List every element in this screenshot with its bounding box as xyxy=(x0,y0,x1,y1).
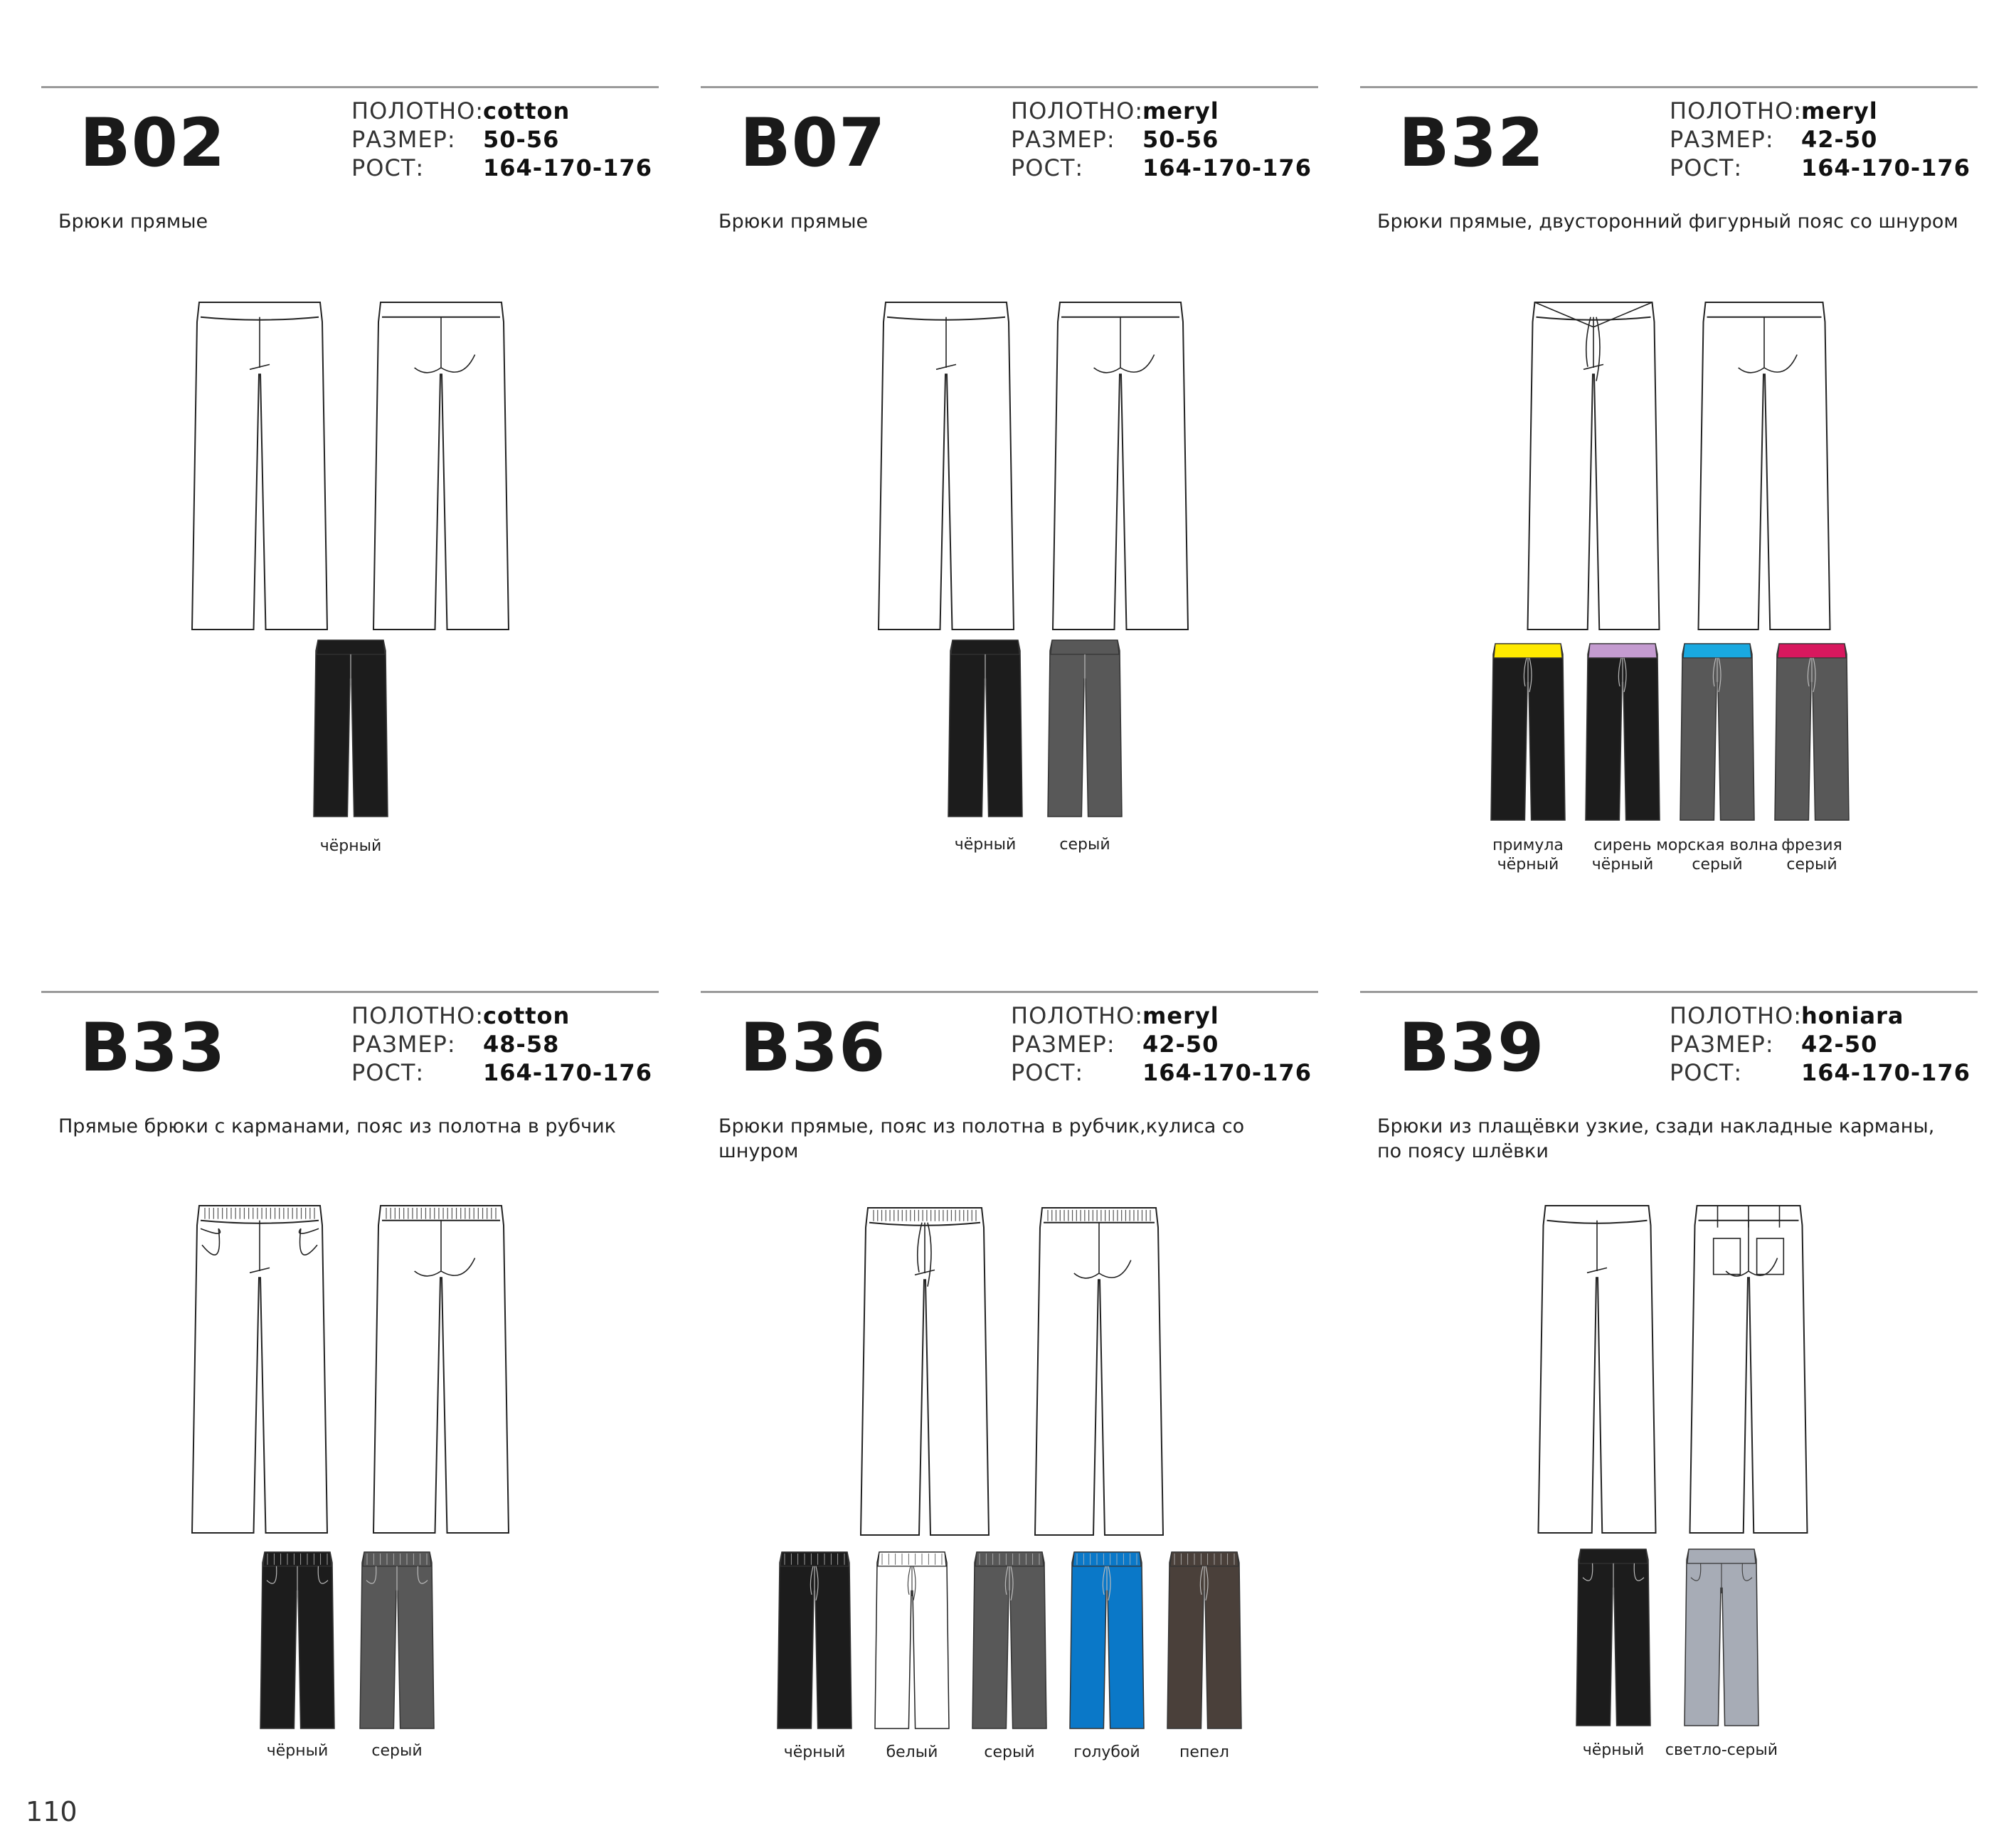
fabric-label: ПОЛОТНО: xyxy=(1011,1002,1144,1029)
size-value: 42-50 xyxy=(1801,1031,1878,1058)
height-label: РОСТ: xyxy=(351,1059,425,1086)
product-code: B39 xyxy=(1399,1009,1545,1087)
front-view-sketch xyxy=(1528,302,1660,630)
swatch-label xyxy=(1021,835,1149,854)
color-swatch xyxy=(314,640,388,817)
height-value: 164-170-176 xyxy=(1801,1059,1970,1086)
size-value: 50-56 xyxy=(483,126,560,153)
swatch-color-name: фрезия xyxy=(1781,837,1842,854)
height-value: 164-170-176 xyxy=(1142,154,1312,181)
back-view-sketch xyxy=(1699,302,1830,630)
fabric-value: honiara xyxy=(1801,1002,1904,1029)
swatch-color-name: светло-серый xyxy=(1665,1741,1778,1759)
swatch-color-name: чёрный xyxy=(266,1742,329,1760)
color-swatch xyxy=(972,1552,1046,1728)
product-description: Брюки прямые xyxy=(718,211,869,233)
color-swatch xyxy=(1680,644,1754,820)
swatch-label xyxy=(333,1741,461,1761)
size-label: РАЗМЕР: xyxy=(1670,1031,1774,1058)
page-number: 110 xyxy=(26,1796,78,1827)
front-view-sketch xyxy=(1539,1206,1656,1533)
back-view-sketch xyxy=(1690,1206,1808,1533)
height-label: РОСТ: xyxy=(1011,1059,1084,1086)
swatch-color-name: серый xyxy=(1059,836,1110,854)
color-swatch xyxy=(778,1552,852,1728)
swatch-color-name-secondary: серый xyxy=(1786,856,1837,873)
color-swatch xyxy=(1491,644,1565,820)
fabric-value: cotton xyxy=(483,1002,571,1029)
swatch-color-name: белый xyxy=(886,1743,938,1761)
swatch-color-name: чёрный xyxy=(954,836,1017,854)
color-swatch xyxy=(1167,1552,1241,1728)
swatch-color-name: чёрный xyxy=(1582,1741,1645,1759)
back-view-sketch xyxy=(1035,1208,1163,1535)
swatch-color-name: серый xyxy=(371,1742,423,1760)
back-view-sketch xyxy=(1053,302,1188,630)
height-label: РОСТ: xyxy=(351,154,425,181)
height-value: 164-170-176 xyxy=(1142,1059,1312,1086)
product-code: B02 xyxy=(80,105,226,182)
size-label: РАЗМЕР: xyxy=(1670,126,1774,153)
product-description: Брюки прямые xyxy=(58,211,208,233)
height-label: РОСТ: xyxy=(1670,1059,1743,1086)
front-view-sketch xyxy=(192,1206,327,1533)
product-code: B07 xyxy=(740,105,886,182)
color-swatch xyxy=(1775,644,1849,820)
color-swatch xyxy=(875,1552,949,1728)
fabric-label: ПОЛОТНО: xyxy=(1670,1002,1803,1029)
size-value: 42-50 xyxy=(1142,1031,1219,1058)
color-swatch xyxy=(948,640,1022,817)
swatch-label xyxy=(1657,1741,1786,1760)
swatch-color-name: чёрный xyxy=(783,1743,846,1761)
color-swatch xyxy=(1048,640,1122,817)
size-label: РАЗМЕР: xyxy=(351,1031,456,1058)
product-code: B32 xyxy=(1399,105,1545,182)
height-label: РОСТ: xyxy=(1670,154,1743,181)
color-swatch xyxy=(1685,1549,1758,1726)
swatch-label xyxy=(1748,836,1876,874)
size-label: РАЗМЕР: xyxy=(1011,126,1115,153)
back-view-sketch xyxy=(373,1206,509,1533)
size-value: 50-56 xyxy=(1142,126,1219,153)
product-code: B36 xyxy=(740,1009,886,1087)
swatch-color-name: голубой xyxy=(1073,1743,1140,1761)
product-description: Прямые брюки с карманами, пояс из полотна в рубчик xyxy=(58,1115,616,1137)
back-view-sketch xyxy=(373,302,509,630)
size-label: РАЗМЕР: xyxy=(1011,1031,1115,1058)
product-code: B33 xyxy=(80,1009,226,1087)
swatch-label xyxy=(287,837,415,856)
fabric-label: ПОЛОТНО: xyxy=(351,1002,484,1029)
height-value: 164-170-176 xyxy=(483,1059,652,1086)
color-swatch xyxy=(260,1552,334,1728)
fabric-value: cotton xyxy=(483,97,571,124)
size-value: 48-58 xyxy=(483,1031,560,1058)
fabric-value: meryl xyxy=(1801,97,1878,124)
size-value: 42-50 xyxy=(1801,126,1878,153)
fabric-label: ПОЛОТНО: xyxy=(1670,97,1803,124)
fabric-value: meryl xyxy=(1142,1002,1219,1029)
height-label: РОСТ: xyxy=(1011,154,1084,181)
color-swatch xyxy=(360,1552,434,1728)
height-value: 164-170-176 xyxy=(1801,154,1970,181)
swatch-color-name: пепел xyxy=(1179,1743,1229,1761)
swatch-color-name-secondary: чёрный xyxy=(1591,856,1654,873)
color-swatch xyxy=(1586,644,1660,820)
product-description: Брюки прямые, двусторонний фигурный пояс со шнуром xyxy=(1377,211,1958,233)
swatch-color-name: сирень xyxy=(1593,837,1652,854)
fabric-label: ПОЛОТНО: xyxy=(351,97,484,124)
swatch-color-name: чёрный xyxy=(319,837,382,855)
color-swatch xyxy=(1070,1552,1144,1728)
swatch-label xyxy=(1140,1743,1268,1762)
swatch-color-name-secondary: чёрный xyxy=(1497,856,1559,873)
size-label: РАЗМЕР: xyxy=(351,126,456,153)
swatch-color-name: морская волна xyxy=(1656,837,1778,854)
front-view-sketch xyxy=(861,1208,989,1535)
product-description: Брюки прямые, пояс из полотна в рубчик,кулиса со шнуром xyxy=(718,1115,1245,1162)
color-swatch xyxy=(1576,1549,1650,1726)
height-value: 164-170-176 xyxy=(483,154,652,181)
front-view-sketch xyxy=(879,302,1014,630)
swatch-color-name: примула xyxy=(1492,837,1564,854)
front-view-sketch xyxy=(192,302,327,630)
product-description: Брюки из плащёвки узкие, сзади накладные карманы, по поясу шлёвки xyxy=(1377,1115,1935,1162)
fabric-label: ПОЛОТНО: xyxy=(1011,97,1144,124)
swatch-color-name-secondary: серый xyxy=(1692,856,1743,873)
swatch-color-name: серый xyxy=(984,1743,1035,1761)
fabric-value: meryl xyxy=(1142,97,1219,124)
